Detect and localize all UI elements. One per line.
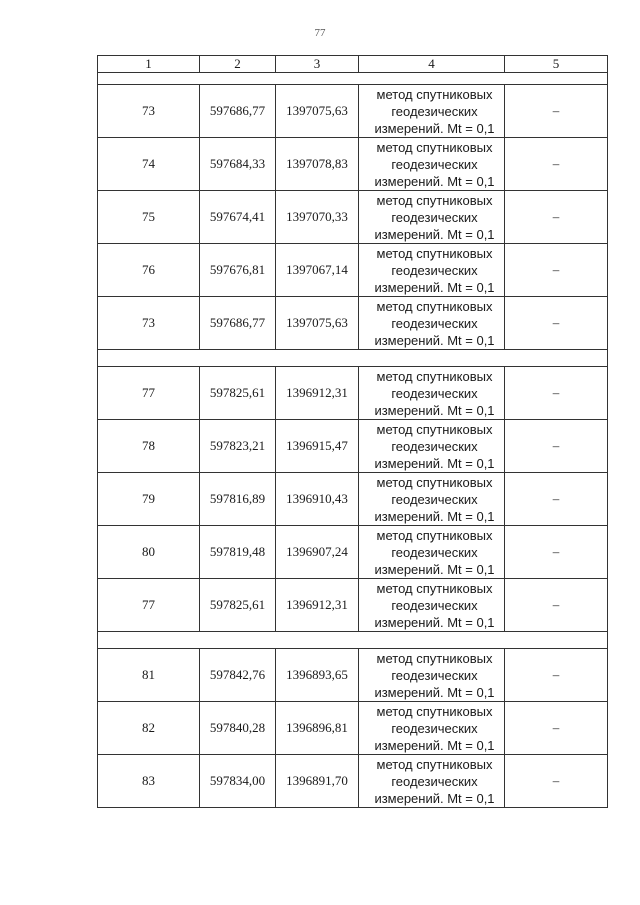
method-line: геодезических <box>391 103 478 119</box>
note-cell: – <box>505 244 608 297</box>
method-line: измерений. Mt = 0,1 <box>374 332 495 348</box>
point-number-cell: 76 <box>98 244 200 297</box>
page-number: 77 <box>314 27 326 39</box>
method-line: измерений. Mt = 0,1 <box>374 120 495 136</box>
method-line: геодезических <box>391 597 478 613</box>
method-line: метод спутниковых <box>376 139 493 155</box>
group-separator-row <box>98 73 608 85</box>
method-cell <box>359 473 505 526</box>
table-row <box>98 191 608 244</box>
method-line: измерений. Mt = 0,1 <box>374 508 495 524</box>
y-coordinate-cell: 1397070,33 <box>276 191 359 244</box>
group-separator-cell <box>98 350 608 367</box>
method-line: метод спутниковых <box>376 192 493 208</box>
point-number-cell: 73 <box>98 85 200 138</box>
x-coordinate-cell: 597842,76 <box>200 649 276 702</box>
method-cell <box>359 526 505 579</box>
x-coordinate-cell: 597825,61 <box>200 367 276 420</box>
method-line: метод спутниковых <box>376 474 493 490</box>
point-number-cell: 74 <box>98 138 200 191</box>
table-row <box>98 473 608 526</box>
method-line: геодезических <box>391 544 478 560</box>
group-separator-row <box>98 632 608 649</box>
table-row <box>98 420 608 473</box>
y-coordinate-cell: 1396907,24 <box>276 526 359 579</box>
x-coordinate-cell: 597676,81 <box>200 244 276 297</box>
method-cell <box>359 138 505 191</box>
coordinates-table <box>97 55 608 808</box>
point-number-cell: 77 <box>98 367 200 420</box>
table-row <box>98 85 608 138</box>
method-line: геодезических <box>391 385 478 401</box>
y-coordinate-cell: 1396896,81 <box>276 702 359 755</box>
method-line: геодезических <box>391 156 478 172</box>
method-line: геодезических <box>391 491 478 507</box>
point-number-cell: 75 <box>98 191 200 244</box>
method-cell <box>359 85 505 138</box>
method-line: метод спутниковых <box>376 527 493 543</box>
x-coordinate-cell: 597674,41 <box>200 191 276 244</box>
column-header-4: 4 <box>359 56 505 73</box>
note-cell: – <box>505 297 608 350</box>
y-coordinate-cell: 1396910,43 <box>276 473 359 526</box>
method-line: измерений. Mt = 0,1 <box>374 173 495 189</box>
method-line: измерений. Mt = 0,1 <box>374 226 495 242</box>
table-row <box>98 579 608 632</box>
method-line: измерений. Mt = 0,1 <box>374 684 495 700</box>
table-row <box>98 138 608 191</box>
method-line: геодезических <box>391 667 478 683</box>
method-cell <box>359 579 505 632</box>
method-line: метод спутниковых <box>376 650 493 666</box>
method-line: геодезических <box>391 315 478 331</box>
method-line: измерений. Mt = 0,1 <box>374 561 495 577</box>
method-line: геодезических <box>391 262 478 278</box>
method-cell <box>359 244 505 297</box>
method-line: метод спутниковых <box>376 703 493 719</box>
table-row <box>98 755 608 808</box>
note-cell: – <box>505 138 608 191</box>
table-row <box>98 702 608 755</box>
method-line: измерений. Mt = 0,1 <box>374 790 495 806</box>
table-row <box>98 297 608 350</box>
group-separator-row <box>98 350 608 367</box>
method-cell <box>359 297 505 350</box>
method-cell <box>359 420 505 473</box>
method-line: измерений. Mt = 0,1 <box>374 402 495 418</box>
x-coordinate-cell: 597823,21 <box>200 420 276 473</box>
y-coordinate-cell: 1396915,47 <box>276 420 359 473</box>
point-number-cell: 82 <box>98 702 200 755</box>
table-row <box>98 526 608 579</box>
x-coordinate-cell: 597825,61 <box>200 579 276 632</box>
note-cell: – <box>505 526 608 579</box>
table-body <box>98 73 608 808</box>
method-line: измерений. Mt = 0,1 <box>374 279 495 295</box>
y-coordinate-cell: 1397075,63 <box>276 85 359 138</box>
method-line: метод спутниковых <box>376 86 493 102</box>
point-number-cell: 78 <box>98 420 200 473</box>
method-line: метод спутниковых <box>376 580 493 596</box>
point-number-cell: 77 <box>98 579 200 632</box>
method-line: метод спутниковых <box>376 368 493 384</box>
y-coordinate-cell: 1396912,31 <box>276 579 359 632</box>
method-cell <box>359 367 505 420</box>
group-separator-cell <box>98 632 608 649</box>
note-cell: – <box>505 85 608 138</box>
column-header-5: 5 <box>505 56 608 73</box>
x-coordinate-cell: 597819,48 <box>200 526 276 579</box>
x-coordinate-cell: 597686,77 <box>200 85 276 138</box>
table-row <box>98 244 608 297</box>
note-cell: – <box>505 649 608 702</box>
method-cell <box>359 649 505 702</box>
method-cell <box>359 702 505 755</box>
column-header-3: 3 <box>276 56 359 73</box>
table-row <box>98 649 608 702</box>
point-number-cell: 80 <box>98 526 200 579</box>
y-coordinate-cell: 1396912,31 <box>276 367 359 420</box>
method-cell <box>359 191 505 244</box>
note-cell: – <box>505 702 608 755</box>
method-line: геодезических <box>391 720 478 736</box>
point-number-cell: 79 <box>98 473 200 526</box>
method-line: геодезических <box>391 209 478 225</box>
note-cell: – <box>505 473 608 526</box>
method-cell <box>359 755 505 808</box>
y-coordinate-cell: 1397067,14 <box>276 244 359 297</box>
header-row <box>98 56 608 73</box>
method-line: метод спутниковых <box>376 421 493 437</box>
note-cell: – <box>505 367 608 420</box>
method-line: метод спутниковых <box>376 298 493 314</box>
x-coordinate-cell: 597816,89 <box>200 473 276 526</box>
method-line: метод спутниковых <box>376 245 493 261</box>
y-coordinate-cell: 1397075,63 <box>276 297 359 350</box>
y-coordinate-cell: 1397078,83 <box>276 138 359 191</box>
x-coordinate-cell: 597834,00 <box>200 755 276 808</box>
column-header-2: 2 <box>200 56 276 73</box>
point-number-cell: 73 <box>98 297 200 350</box>
note-cell: – <box>505 420 608 473</box>
method-line: измерений. Mt = 0,1 <box>374 455 495 471</box>
method-line: геодезических <box>391 773 478 789</box>
note-cell: – <box>505 755 608 808</box>
x-coordinate-cell: 597840,28 <box>200 702 276 755</box>
x-coordinate-cell: 597684,33 <box>200 138 276 191</box>
y-coordinate-cell: 1396891,70 <box>276 755 359 808</box>
column-header-1: 1 <box>98 56 200 73</box>
method-line: измерений. Mt = 0,1 <box>374 614 495 630</box>
method-line: измерений. Mt = 0,1 <box>374 737 495 753</box>
point-number-cell: 83 <box>98 755 200 808</box>
method-line: метод спутниковых <box>376 756 493 772</box>
y-coordinate-cell: 1396893,65 <box>276 649 359 702</box>
table-row <box>98 367 608 420</box>
note-cell: – <box>505 579 608 632</box>
point-number-cell: 81 <box>98 649 200 702</box>
group-separator-cell <box>98 73 608 85</box>
x-coordinate-cell: 597686,77 <box>200 297 276 350</box>
note-cell: – <box>505 191 608 244</box>
method-line: геодезических <box>391 438 478 454</box>
